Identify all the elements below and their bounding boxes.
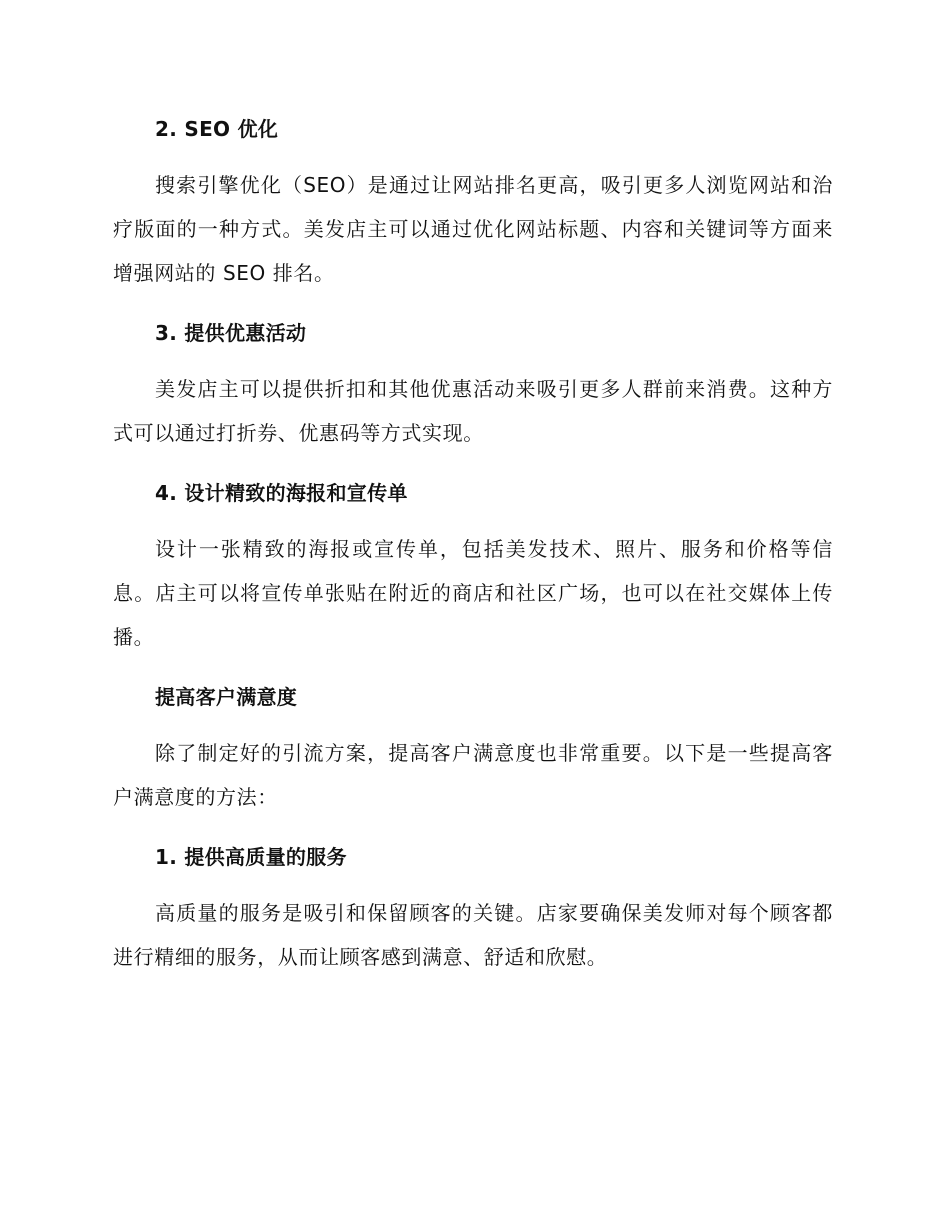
document-body (113, 107, 833, 979)
section-heading-satisfaction: 提高客户满意度 (155, 685, 298, 709)
section-heading-promotions: 3. 提供优惠活动 (155, 321, 307, 345)
section-heading-seo: 2. SEO 优化 (155, 117, 279, 141)
section-paragraph-posters: 设计一张精致的海报或宣传单，包括美发技术、照片、服务和价格等信息。店主可以将宣传单张贴在附近的商店和社区广场，也可以在社交媒体上传播。 (113, 537, 833, 649)
section-heading-posters: 4. 设计精致的海报和宣传单 (155, 481, 408, 505)
section-paragraph-seo: 搜索引擎优化（SEO）是通过让网站排名更高，吸引更多人浏览网站和治疗版面的一种方式。美发店主可以通过优化网站标题、内容和关键词等方面来增强网站的 SEO 排名。 (113, 173, 833, 285)
section-paragraph-quality-service: 高质量的服务是吸引和保留顾客的关键。店家要确保美发师对每个顾客都进行精细的服务，从而让顾客感到满意、舒适和欣慰。 (113, 901, 833, 969)
section-heading-quality-service: 1. 提供高质量的服务 (155, 845, 347, 869)
section-paragraph-promotions: 美发店主可以提供折扣和其他优惠活动来吸引更多人群前来消费。这种方式可以通过打折券、优惠码等方式实现。 (113, 377, 833, 445)
section-paragraph-satisfaction: 除了制定好的引流方案，提高客户满意度也非常重要。以下是一些提高客户满意度的方法： (113, 741, 833, 809)
